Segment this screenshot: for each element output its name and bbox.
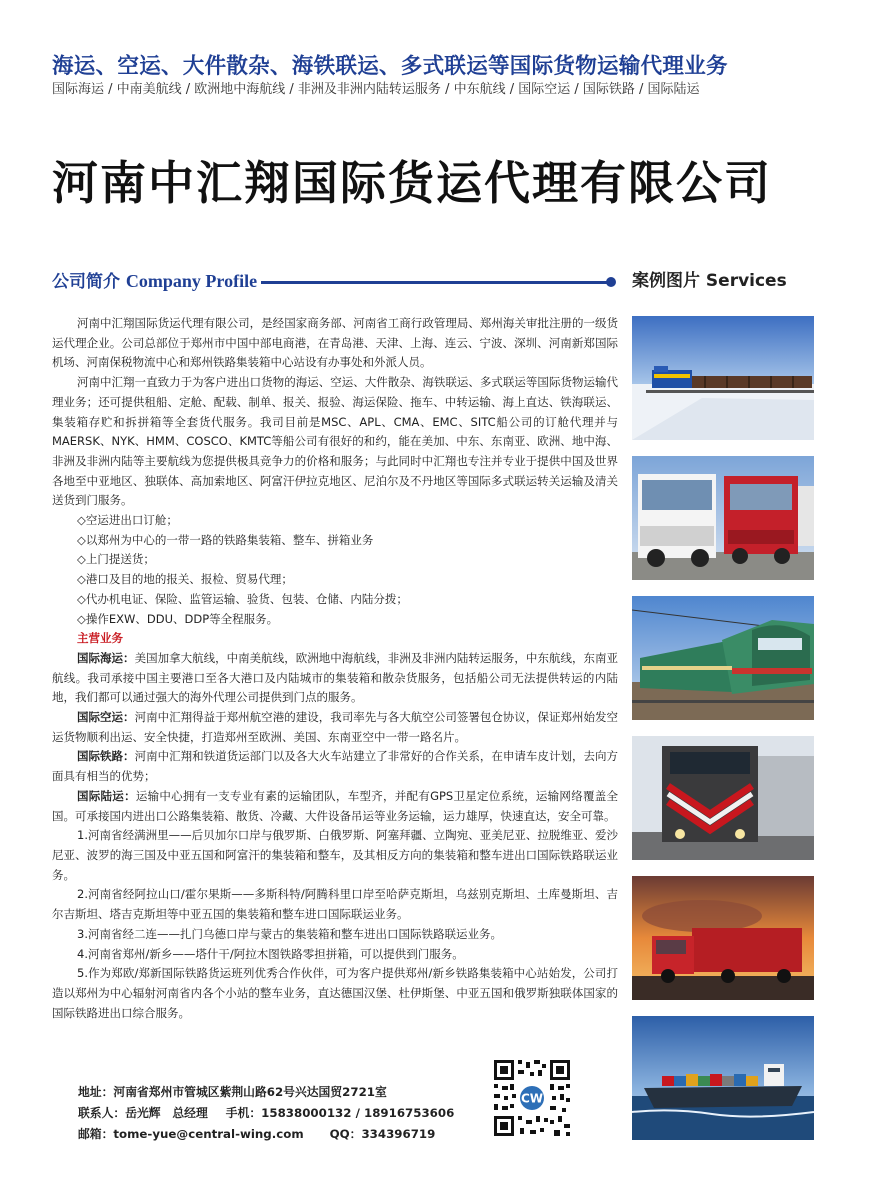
photo-truck-sunset: [632, 876, 814, 1000]
address-line: 地址：河南省郑州市管城区紫荆山路62号兴达国贸2721室: [78, 1085, 387, 1099]
route-item: 3.河南省经二连——扎门乌德口岸与蒙古的集装箱和整车进出口国际铁路联运业务。: [77, 926, 502, 941]
sea-freight-text: 美国加拿大航线，中南美航线，欧洲地中海航线，非洲及非洲内陆转运服务，中东航线，东南亚航线。我司承接中国主要港口至各大港口及内陆城市的集装箱和散杂货服务，包括船公司无法提供转运的内陆地，我们都可以通过强大的海外代理公司提供到门点的服务。: [52, 650, 619, 705]
company-name: 河南中汇翔国际货运代理有限公司: [52, 156, 772, 210]
service-bullet: ◇以郑州为中心的一带一路的铁路集装箱、整车、拼箱业务: [77, 532, 374, 547]
contact-phone: 手机：15838000132 / 18916753606: [225, 1106, 455, 1120]
contact-block: [78, 1082, 478, 1145]
air-freight-label: 国际空运：: [77, 710, 135, 725]
contact-qq: QQ：334396719: [329, 1127, 436, 1141]
qr-code-icon: [492, 1058, 572, 1138]
photo-passenger-train: [632, 596, 814, 720]
service-bullet: ◇代办机电证、保险、监管运输、验货、包装、仓储、内陆分拨；: [77, 591, 408, 606]
route-item: 4.河南省郑州/新乡——塔什干/阿拉木图铁路零担拼箱，可以提供到门服务。: [77, 946, 464, 961]
contact-person: 联系人：岳光辉 总经理: [78, 1106, 208, 1120]
svg-text:CW: CW: [520, 1091, 544, 1106]
service-bullet: ◇上门提送货；: [77, 552, 155, 567]
land-freight-label: 国际陆运：: [77, 788, 136, 803]
photo-trucks: [632, 456, 814, 580]
service-bullet: ◇港口及目的地的报关、报检、贸易代理；: [77, 572, 293, 587]
sea-freight-label: 国际海运：: [77, 650, 135, 665]
air-freight-text: 河南中汇翔得益于郑州航空港的建设，我司率先与各大航空公司签署包仓协议，保证郑州始发空运货物顺利出运、安全快捷，打造郑州至欧洲、美国、东南亚空中一带一路名片。: [52, 710, 619, 744]
land-freight-text: 运输中心拥有一支专业有素的运输团队，车型齐，并配有GPS卫星定位系统，运输网络覆盖全国。可承接国内进出口公路集装箱、散货、冷藏、大件设备吊运等业务运输，运力雄厚，快速直达，安全可靠。: [52, 788, 618, 823]
contact-email: 邮箱：tome-yue@central-wing.com: [78, 1127, 304, 1141]
route-item: 5.作为郑欧/郑新国际铁路货运班列优秀合作伙伴，可为客户提供郑州/新乡铁路集装箱中心站始发，公司打造以郑州为中心辐射河南省内各个小站的整车业务，直达德国汉堡、杜伊斯堡、中亚五国和俄罗斯独联体国家的国际铁路进出口综合服务。: [52, 966, 618, 1020]
sea-freight-paragraph: [52, 649, 618, 708]
rail-freight-paragraph: [52, 747, 618, 786]
route-item: 1.河南省经满洲里——后贝加尔口岸与俄罗斯、白俄罗斯、阿塞拜疆、立陶宛、亚美尼亚、拉脱维亚、爱沙尼亚、波罗的海三国及中亚五国和阿富汗的集装箱和整车，及其相反方向的集装箱和整车进出口国际铁路联运业务。: [52, 828, 618, 882]
land-freight-paragraph: [52, 787, 618, 826]
profile-paragraph-2: 河南中汇翔一直致力于为客户进出口货物的海运、空运、大件散杂、海铁联运、多式联运等国际货物运输代理业务；还可提供租船、定舱、配载、制单、报关、报验、海运保险、拖车、中转运输、海上直达、铁海联运、集装箱存贮和拆拼箱等全套货代服务。我司目前是MSC、APL、CMA、EMC、SITC船公司的订舱代理并与MAERSK、NYK、HMM、COSCO、KMTC等船公司有很好的和约，能在美加、中东、东南亚、欧洲、地中海、非洲及非洲内陆等主要航线为您提供极具竞争力的价格和服务；与此同时中汇翔也专注并专业于提供中国及世界各地至中亚地区、独联体、高加索地区、阿富汗伊拉克地区、尼泊尔及不丹地区等国际多式联运转关运输及清关送货到门服务。: [52, 375, 618, 508]
route-item: 2.河南省经阿拉山口/霍尔果斯——多斯科特/阿腾科里口岸至哈萨克斯坦，乌兹别克斯坦、土库曼斯坦、吉尔吉斯坦、塔吉克斯坦等中亚五国的集装箱和整车进口国际联运业务。: [52, 887, 618, 922]
profile-section-title: [52, 268, 261, 295]
main-business-title: 主营业务: [77, 631, 123, 646]
profile-paragraph-1: 河南中汇翔国际货运代理有限公司，是经国家商务部、河南省工商行政管理局、郑州海关审批注册的一级货运代理企业。公司总部位于郑州市中国中部电商港，在青岛港、天津、上海、连云、宁波、深圳、河南新郑国际机场、河南保税物流中心和郑州铁路集装箱中心站设有办事处和外派人员。: [52, 316, 618, 370]
profile-title-cn: 公司简介: [52, 272, 120, 292]
photo-locomotive: [632, 736, 814, 860]
photo-freight-train-snow: [632, 316, 814, 440]
air-freight-paragraph: [52, 708, 618, 747]
person-phone-line: [78, 1103, 478, 1124]
rail-freight-text: 河南中汇翔和铁道货运部门以及各大火车站建立了非常好的合作关系，在申请车皮计划，去向方面具有相当的优势；: [52, 749, 619, 784]
photo-container-ship: [632, 1016, 814, 1140]
profile-body: [52, 314, 618, 1023]
email-qq-line: [78, 1124, 478, 1145]
routes-list: 国际海运 / 中南美航线 / 欧洲地中海航线 / 非洲及非洲内陆转运服务 / 中东航线 / 国际空运 / 国际铁路 / 国际陆运: [52, 82, 700, 97]
service-bullet: ◇操作EXW、DDU、DDP等全程服务。: [77, 611, 279, 626]
services-headline: 海运、空运、大件散杂、海铁联运、多式联运等国际货物运输代理业务: [52, 54, 728, 79]
service-bullet: ◇空运进出口订舱；: [77, 513, 178, 528]
rail-freight-label: 国际铁路：: [77, 749, 135, 764]
profile-title-en: Company Profile: [125, 271, 258, 291]
services-section-title: 案例图片 Services: [632, 271, 787, 291]
